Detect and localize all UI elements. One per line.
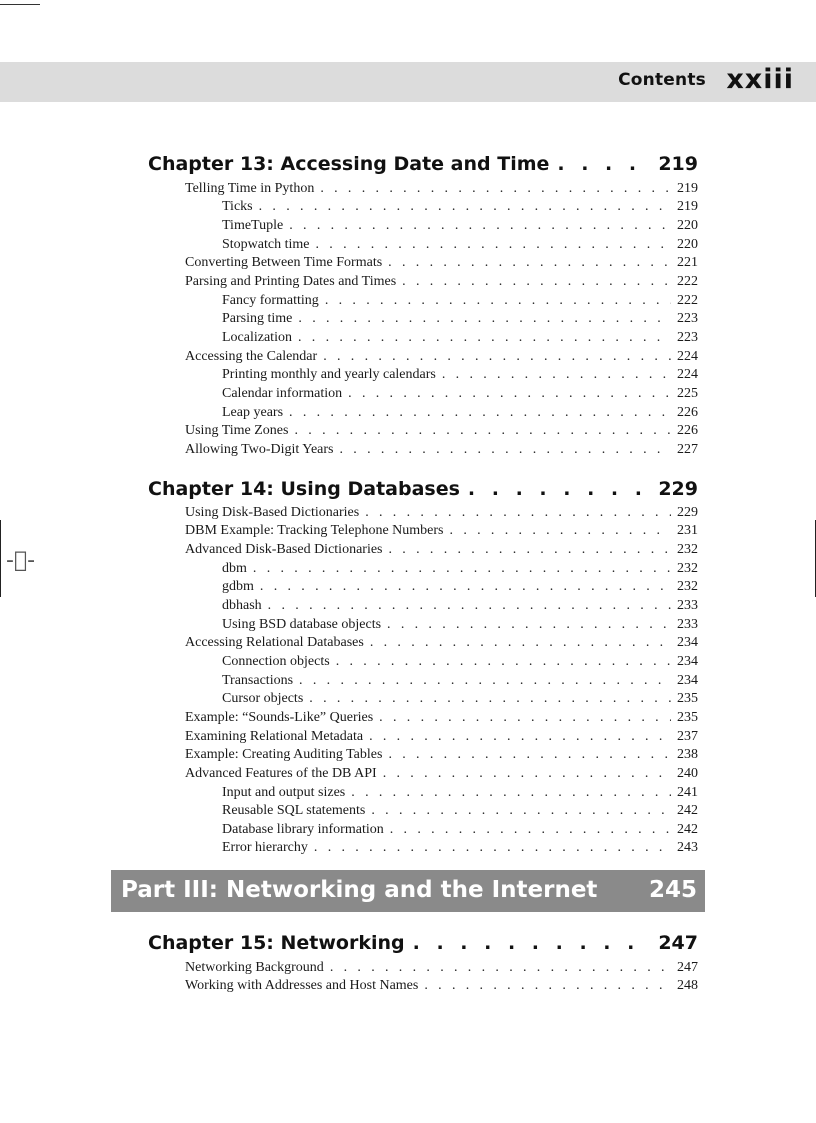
toc-entry[interactable]: Using BSD database objects . . . 233 — [185, 614, 698, 633]
toc-entry[interactable]: Allowing Two-Digit Years . . . 227 — [185, 439, 698, 458]
part-title: Part III: Networking and the Internet — [121, 877, 598, 903]
leader-dots — [413, 932, 651, 954]
chapter-14-heading[interactable] — [148, 472, 698, 500]
toc-entry[interactable]: Advanced Features of the DB API . . . 240 — [185, 763, 698, 782]
chapter-page: 219 — [658, 153, 698, 175]
chapter-title: Chapter 14: Using Databases — [148, 478, 460, 500]
chapter-14-entries — [185, 502, 698, 856]
toc-entry[interactable]: Printing monthly and yearly calendars . . . 224 — [185, 365, 698, 384]
part-page: 245 — [648, 877, 697, 903]
toc-entry[interactable]: Parsing and Printing Dates and Times . . . 222 — [185, 271, 698, 290]
chapter-page: 247 — [658, 932, 698, 954]
toc-entry[interactable]: Telling Time in Python . . . 219 — [185, 178, 698, 197]
chapter-15-heading[interactable] — [148, 926, 698, 954]
toc-entry[interactable]: Parsing time . . . 223 — [185, 309, 698, 328]
toc-entry[interactable]: Advanced Disk-Based Dictionaries . . . 232 — [185, 539, 698, 558]
toc-entry[interactable]: Database library information . . . 242 — [185, 819, 698, 838]
toc-entry[interactable]: Leap years . . . 226 — [185, 402, 698, 421]
toc-entry[interactable]: Example: “Sounds-Like” Queries . . . 235 — [185, 707, 698, 726]
toc-entry[interactable]: Working with Addresses and Host Names . . . 248 — [185, 976, 698, 995]
toc-entry[interactable]: Using Disk-Based Dictionaries . . . 229 — [185, 502, 698, 521]
toc-entry[interactable]: Localization . . . 223 — [185, 327, 698, 346]
toc-entry[interactable]: DBM Example: Tracking Telephone Numbers . . . 231 — [185, 521, 698, 540]
top-rule — [0, 4, 40, 5]
toc-entry[interactable]: Stopwatch time . . . 220 — [185, 234, 698, 253]
toc-entry[interactable]: TimeTuple . . . 220 — [185, 215, 698, 234]
chapter-15-entries — [185, 957, 698, 994]
header-section-label: Contents — [618, 70, 706, 90]
chapter-page: 229 — [658, 478, 698, 500]
toc-entry[interactable]: Input and output sizes . . . 241 — [185, 782, 698, 801]
toc-entry[interactable]: Ticks . . . 219 — [185, 197, 698, 216]
running-header — [0, 62, 816, 102]
toc-entry[interactable]: Reusable SQL statements . . . 242 — [185, 801, 698, 820]
toc-entry[interactable]: gdbm . . . 232 — [185, 577, 698, 596]
chapter-title: Chapter 13: Accessing Date and Time — [148, 153, 550, 175]
chapter-13-entries — [185, 178, 698, 458]
toc-entry[interactable]: Cursor objects . . . 235 — [185, 689, 698, 708]
part-3-heading[interactable] — [111, 870, 705, 912]
leader-dots — [468, 478, 650, 500]
toc-entry[interactable]: Accessing Relational Databases . . . 234 — [185, 633, 698, 652]
toc-entry[interactable]: Error hierarchy . . . 243 — [185, 838, 698, 857]
chapter-13-heading[interactable] — [148, 147, 698, 175]
leader-dots — [557, 153, 650, 175]
toc-entry[interactable]: Converting Between Time Formats . . . 221 — [185, 253, 698, 272]
toc-entry[interactable]: dbhash . . . 233 — [185, 595, 698, 614]
toc-entry[interactable]: Transactions . . . 234 — [185, 670, 698, 689]
toc-entry[interactable]: Fancy formatting . . . 222 — [185, 290, 698, 309]
header-page-number: xxiii — [726, 64, 794, 95]
toc-entry[interactable]: Using Time Zones . . . 226 — [185, 421, 698, 440]
toc-entry[interactable]: Calendar information . . . 225 — [185, 383, 698, 402]
toc-entry[interactable]: Accessing the Calendar . . . 224 — [185, 346, 698, 365]
toc-entry[interactable]: Examining Relational Metadata . . . 237 — [185, 726, 698, 745]
toc-entry[interactable]: Example: Creating Auditing Tables . . . 238 — [185, 745, 698, 764]
toc-entry[interactable]: Networking Background . . . 247 — [185, 957, 698, 976]
toc-entry[interactable]: Connection objects . . . 234 — [185, 651, 698, 670]
chapter-title: Chapter 15: Networking — [148, 932, 405, 954]
left-margin-line — [0, 520, 1, 597]
toc-entry[interactable]: dbm . . . 232 — [185, 558, 698, 577]
crop-mark-icon: -ﾞ- — [6, 548, 36, 573]
